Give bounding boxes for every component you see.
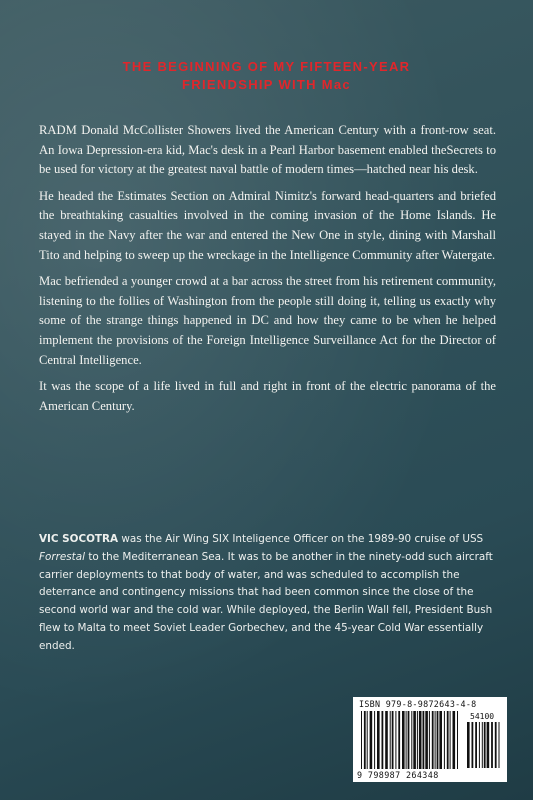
barcode-bar: [439, 711, 442, 769]
headline-line-2: FRIENDSHIP WITH Mac: [182, 77, 351, 92]
barcode-bar: [495, 722, 497, 768]
barcode-bar: [429, 711, 430, 769]
barcode-main-bars: [361, 711, 463, 769]
bio-text-2: to the Mediterranean Sea. It was to be another in the ninety-odd such aircraft carrier deployments to that body of water, and was scheduled to accomplish the deterrance and contingency missions that had been common since the close of the second world war and the cold war. While deployed, the Berlin Wall fell, President Bush flew to Malta to meet Soviet Leader Gorbechev, and the 45-year Cold War essentially ended.: [39, 550, 493, 652]
barcode-bar: [395, 711, 396, 769]
author-name: VIC SOCOTRA: [39, 533, 119, 545]
barcode-bar: [402, 711, 405, 769]
author-bio: [39, 531, 501, 656]
barcode-bar: [411, 711, 412, 769]
barcode-bar: [406, 711, 407, 769]
barcode-bar: [472, 722, 474, 768]
barcode-bar: [423, 711, 425, 769]
barcode-bar: [408, 711, 410, 769]
barcode-bar: [425, 711, 428, 769]
bio-text-1: was the Air Wing SIX Inteligence Officer on the 1989-90 cruise of USS: [118, 533, 484, 545]
barcode-bar: [413, 711, 416, 769]
barcode-bar: [367, 711, 368, 769]
barcode-bar: [457, 711, 458, 769]
story-paragraph-2: He headed the Estimates Section on Admiral Nimitz's forward head-quarters and briefed the breathtaking casualties involved in the coming invasion of the Home Islands. He stayed in the Navy after the war and entered the New One in style, dining with Marshall Tito and helping to sweep up the wreckage in the Intelligence Community after Watergate.: [39, 188, 496, 262]
barcode-bar: [437, 711, 439, 769]
headline-line-1: THE BEGINNING OF MY FIFTEEN-YEAR: [122, 59, 411, 74]
barcode-bar: [417, 711, 418, 769]
barcode-bar: [374, 711, 375, 769]
barcode-bar: [479, 722, 480, 768]
story-paragraph-4: It was the scope of a life lived in full and right in front of the electric panorama of the American Century.: [39, 379, 496, 413]
barcode-addon-bars: [467, 722, 503, 768]
barcode-bar: [484, 722, 486, 768]
barcode-bar: [382, 711, 384, 769]
barcode-bar: [361, 711, 362, 769]
barcode-bar: [499, 722, 500, 768]
barcode-bar: [487, 722, 490, 768]
barcode-bar: [392, 711, 394, 769]
isbn-number: ISBN 979-8-9872643-4-8: [359, 699, 477, 709]
story-paragraph-3: Mac befriended a younger crowd at a bar across the street from his retirement community, listening to the follies of Washington from the people still doing it, telling us exactly why some of the strange things happened in DC and how they came to be when he helped implement the provisions of the Foreign Intelligence Surveillance Act for the Director of Central Intelligence.: [39, 274, 496, 367]
isbn-barcode: [353, 697, 507, 782]
barcode-bar: [419, 711, 422, 769]
story-paragraph-1: RADM Donald McCollister Showers lived the American Century with a front-row seat. An Iowa Depression-era kid, Mac's desk in a Pearl Harbor basement enabled theSecrets to be used for victory at the greatest naval battle of modern times—hatched near his desk.: [39, 123, 496, 177]
barcode-bar: [370, 711, 373, 769]
barcode-bar: [398, 711, 400, 769]
barcode-bar: [390, 711, 391, 769]
barcode-bar: [482, 722, 483, 768]
barcode-bar: [450, 711, 451, 769]
barcode-bar: [467, 722, 470, 768]
barcode-bar: [377, 711, 380, 769]
barcode-bar: [453, 711, 456, 769]
barcode-bar: [432, 711, 434, 769]
barcode-bar: [491, 722, 493, 768]
barcode-bar: [364, 711, 366, 769]
price-code: 54100: [470, 712, 495, 721]
cover-headline: [0, 58, 533, 94]
barcode-bar: [435, 711, 436, 769]
barcode-bar: [475, 722, 477, 768]
ship-name: Forrestal: [39, 550, 86, 563]
barcode-digits: 9 798987 264348: [357, 770, 439, 780]
barcode-bar: [447, 711, 449, 769]
barcode-bar: [385, 711, 388, 769]
story-blurb: [39, 121, 496, 423]
barcode-bar: [444, 711, 445, 769]
